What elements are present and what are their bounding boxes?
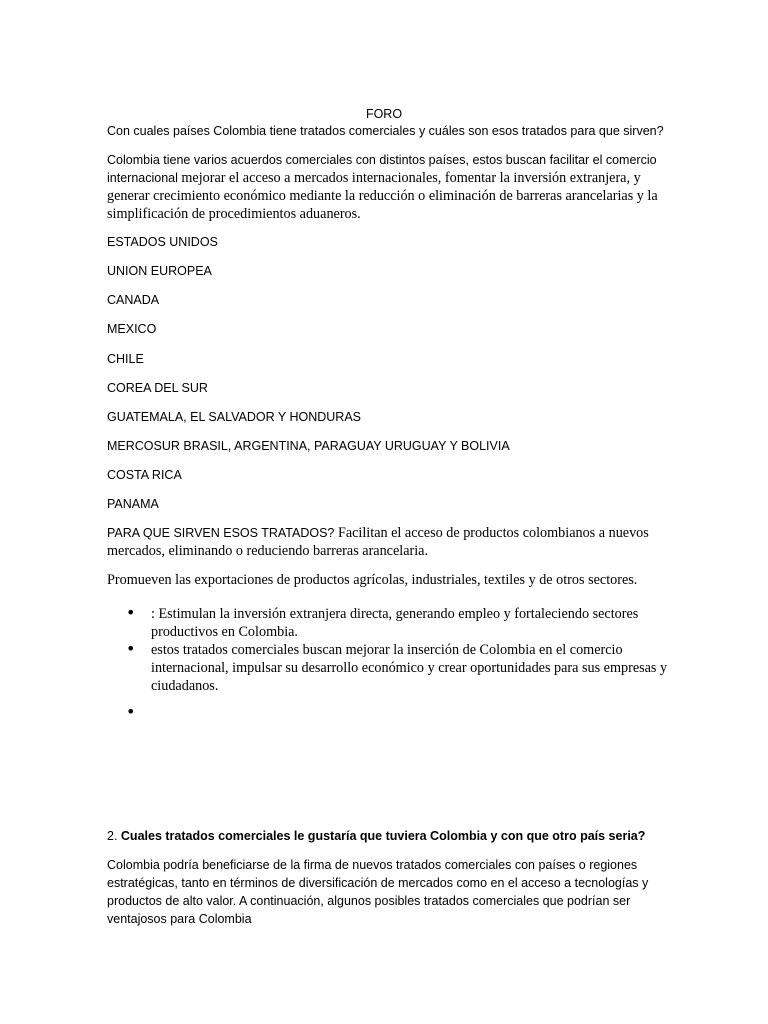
country-item: MERCOSUR BRASIL, ARGENTINA, PARAGUAY URUGUAY Y BOLIVIA [107, 439, 510, 453]
country-item: CHILE [107, 352, 144, 366]
question-2 [107, 827, 707, 845]
country-item: GUATEMALA, EL SALVADOR Y HONDURAS [107, 410, 362, 424]
country-item: PANAMA [107, 497, 159, 511]
question-1: Con cuales países Colombia tiene tratados comerciales y cuáles son esos tratados para que sirven? [107, 124, 664, 138]
answer-1 [107, 151, 667, 223]
country-item: COREA DEL SUR [107, 381, 208, 395]
question-2-number: 2. [107, 829, 121, 843]
answer-1-part-2: mejorar el acceso a mercados internacionales, fomentar la inversión extranjera, y generar crecimiento económico mediante la reducción o eliminación de barreras arancelarias y la simplificación de procedimientos aduaneros. [107, 170, 658, 222]
purpose-paragraph [107, 524, 667, 560]
list-item: : Estimulan la inversión extranjera directa, generando empleo y fortaleciendo sectores productivos en Colombia. [151, 606, 639, 640]
country-item: UNION EUROPEA [107, 264, 212, 278]
purpose-text: Facilitan el acceso de productos colombianos a nuevos mercados, eliminando o reduciendo barreras arancelaria. [107, 525, 649, 559]
answer-1-part-1: Colombia tiene varios acuerdos comerciales con distintos países, estos buscan facilitar el comercio internacional [107, 153, 657, 185]
country-item: COSTA RICA [107, 468, 182, 482]
bullet-marker: • [126, 702, 136, 721]
bullet-marker: • [126, 603, 136, 622]
page-title: FORO [365, 106, 403, 121]
promote-paragraph: Promueven las exportaciones de productos agrícolas, industriales, textiles y de otros sectores. [107, 572, 638, 588]
country-item: CANADA [107, 293, 160, 307]
question-2-text: Cuales tratados comerciales le gustaría que tuviera Colombia y con que otro país seria? [120, 829, 646, 843]
purpose-lead: PARA QUE SIRVEN ESOS TRATADOS? [107, 526, 335, 540]
country-item: MEXICO [107, 322, 157, 336]
bullet-marker: • [126, 639, 136, 658]
country-item: ESTADOS UNIDOS [107, 235, 218, 249]
list-item: estos tratados comerciales buscan mejorar la inserción de Colombia en el comercio internacional, impulsar su desarrollo económico y crear oportunidades para sus empresas y ciudadanos. [151, 642, 668, 694]
answer-2: Colombia podría beneficiarse de la firma de nuevos tratados comerciales con países o regiones estratégicas, tanto en términos de diversificación de mercados como en el acceso a tecnologías y productos de alto valor. A continuación, algunos posibles tratados comerciales que podrían ser ventajosos para Colombia [107, 858, 649, 926]
